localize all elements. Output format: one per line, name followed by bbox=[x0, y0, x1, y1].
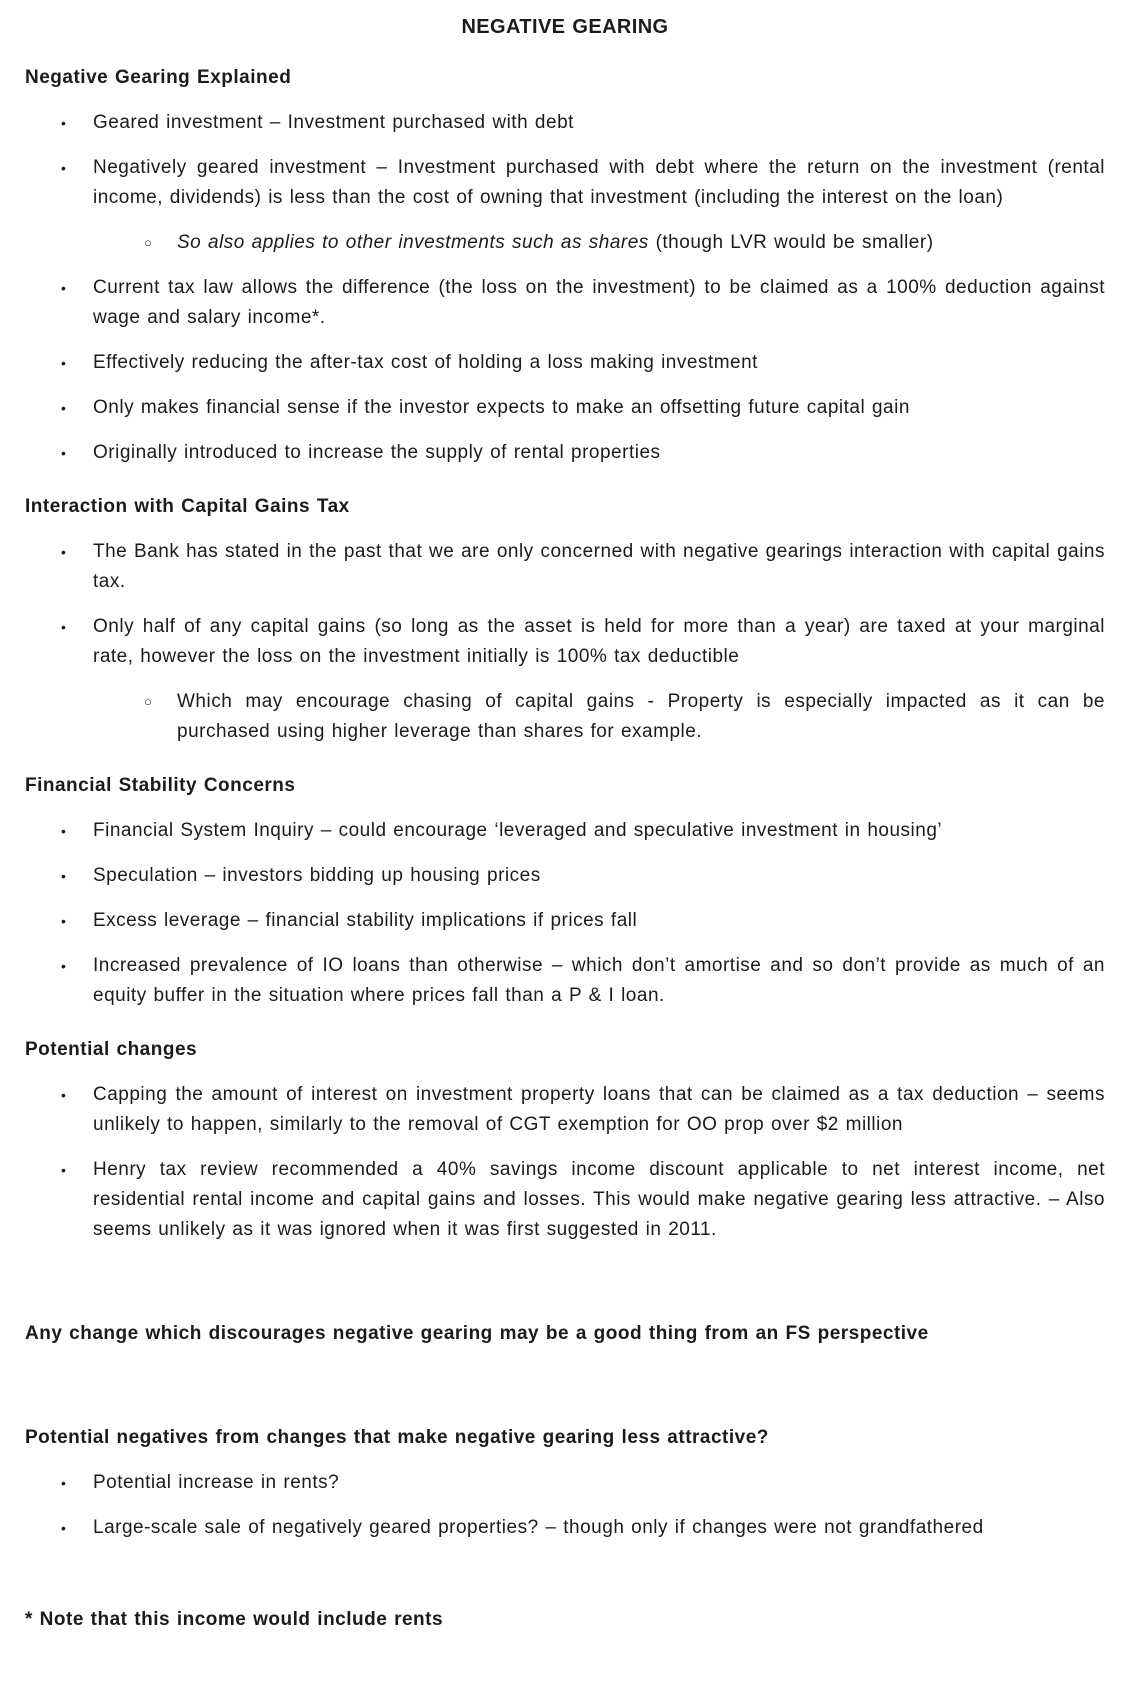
page-title: NEGATIVE GEARING bbox=[461, 16, 669, 38]
bullet-item bbox=[25, 1468, 1105, 1498]
bullet-item bbox=[25, 273, 1105, 333]
bullet-icon: • bbox=[61, 400, 67, 416]
bullet-icon: • bbox=[61, 958, 67, 974]
circle-bullet-icon: ○ bbox=[144, 694, 153, 709]
bullet-item bbox=[25, 951, 1105, 1011]
section-heading: Negative Gearing Explained bbox=[25, 67, 292, 88]
bullet-icon: • bbox=[61, 1475, 67, 1491]
bullet-text: Potential increase in rents? bbox=[93, 1472, 340, 1493]
bullet-item bbox=[25, 153, 1105, 213]
bullet-icon: • bbox=[61, 1087, 67, 1103]
bullet-icon: • bbox=[61, 355, 67, 371]
bullet-item bbox=[25, 537, 1105, 597]
sub-bullet-plain-text: Which may encourage chasing of capital gains - Property is especially impacted as it can be purchased using higher leverage than shares for example. bbox=[177, 691, 1105, 742]
bullet-text: The Bank has stated in the past that we are only concerned with negative gearings interaction with capital gains tax. bbox=[93, 541, 1105, 592]
bullet-item bbox=[25, 612, 1105, 672]
bullet-icon: • bbox=[61, 115, 67, 131]
bullet-icon: • bbox=[61, 823, 67, 839]
bullet-icon: • bbox=[61, 868, 67, 884]
document-section bbox=[25, 492, 1105, 747]
sub-bullet-text bbox=[177, 228, 1105, 258]
document-section bbox=[25, 63, 1105, 468]
bullet-text: Financial System Inquiry – could encourage ‘leveraged and speculative investment in housing’ bbox=[93, 820, 943, 841]
bullet-icon: • bbox=[61, 619, 67, 635]
standalone-heading: Any change which discourages negative gearing may be a good thing from an FS perspective bbox=[25, 1323, 929, 1344]
bullet-item bbox=[25, 438, 1105, 468]
footnote: * Note that this income would include rents bbox=[25, 1609, 444, 1630]
bullet-text: Originally introduced to increase the supply of rental properties bbox=[93, 442, 661, 463]
bullet-item bbox=[25, 816, 1105, 846]
section-heading: Potential changes bbox=[25, 1039, 198, 1060]
document-section bbox=[25, 1423, 1105, 1543]
document-body bbox=[25, 63, 1105, 1543]
section-heading: Financial Stability Concerns bbox=[25, 775, 296, 796]
bullet-text: Geared investment – Investment purchased with debt bbox=[93, 112, 574, 133]
bullet-text: Only makes financial sense if the investor expects to make an offsetting future capital gain bbox=[93, 397, 910, 418]
bullet-text: Effectively reducing the after-tax cost of holding a loss making investment bbox=[93, 352, 758, 373]
bullet-icon: • bbox=[61, 160, 67, 176]
standalone-heading: Potential negatives from changes that make negative gearing less attractive? bbox=[25, 1427, 769, 1448]
section-heading: Interaction with Capital Gains Tax bbox=[25, 496, 350, 517]
bullet-icon: • bbox=[61, 544, 67, 560]
sub-bullet-item bbox=[25, 687, 1105, 747]
bullet-icon: • bbox=[61, 1162, 67, 1178]
bullet-icon: • bbox=[61, 1520, 67, 1536]
bullet-text: Current tax law allows the difference (the loss on the investment) to be claimed as a 100% deduction against wage and salary income*. bbox=[93, 277, 1105, 328]
bullet-item bbox=[25, 1513, 1105, 1543]
sub-bullet-italic-text: So also applies to other investments such as shares bbox=[177, 232, 649, 253]
bullet-text: Capping the amount of interest on investment property loans that can be claimed as a tax deduction – seems unlikely to happen, similarly to the removal of CGT exemption for OO prop over $2 million bbox=[93, 1084, 1105, 1135]
sub-bullet-text bbox=[177, 687, 1105, 747]
bullet-item bbox=[25, 108, 1105, 138]
bullet-text: Increased prevalence of IO loans than otherwise – which don’t amortise and so don’t provide as much of an equity buffer in the situation where prices fall than a P & I loan. bbox=[93, 955, 1105, 1006]
bullet-item bbox=[25, 348, 1105, 378]
bullet-icon: • bbox=[61, 445, 67, 461]
bullet-item bbox=[25, 906, 1105, 936]
bullet-item bbox=[25, 393, 1105, 423]
document-section bbox=[25, 1035, 1105, 1245]
document-section bbox=[25, 1319, 1105, 1349]
bullet-icon: • bbox=[61, 913, 67, 929]
bullet-text: Speculation – investors bidding up housing prices bbox=[93, 865, 541, 886]
bullet-text: Large-scale sale of negatively geared properties? – though only if changes were not grandfathered bbox=[93, 1517, 984, 1538]
bullet-text: Excess leverage – financial stability implications if prices fall bbox=[93, 910, 638, 931]
sub-bullet-item bbox=[25, 228, 1105, 258]
document-section bbox=[25, 771, 1105, 1011]
bullet-icon: • bbox=[61, 280, 67, 296]
circle-bullet-icon: ○ bbox=[144, 235, 153, 250]
bullet-text: Only half of any capital gains (so long as the asset is held for more than a year) are taxed at your marginal rate, however the loss on the investment initially is 100% tax deductible bbox=[93, 616, 1105, 667]
bullet-text: Negatively geared investment – Investment purchased with debt where the return on the investment (rental income, dividends) is less than the cost of owning that investment (including the interest on the loan) bbox=[93, 157, 1105, 208]
sub-bullet-plain-text: (though LVR would be smaller) bbox=[648, 232, 934, 253]
bullet-item bbox=[25, 1155, 1105, 1245]
bullet-item bbox=[25, 1080, 1105, 1140]
bullet-text: Henry tax review recommended a 40% savings income discount applicable to net interest income, net residential rental income and capital gains and losses. This would make negative gearing less attractive. – Also seems unlikely as it was ignored when it was first suggested in 2011. bbox=[93, 1159, 1105, 1240]
bullet-item bbox=[25, 861, 1105, 891]
